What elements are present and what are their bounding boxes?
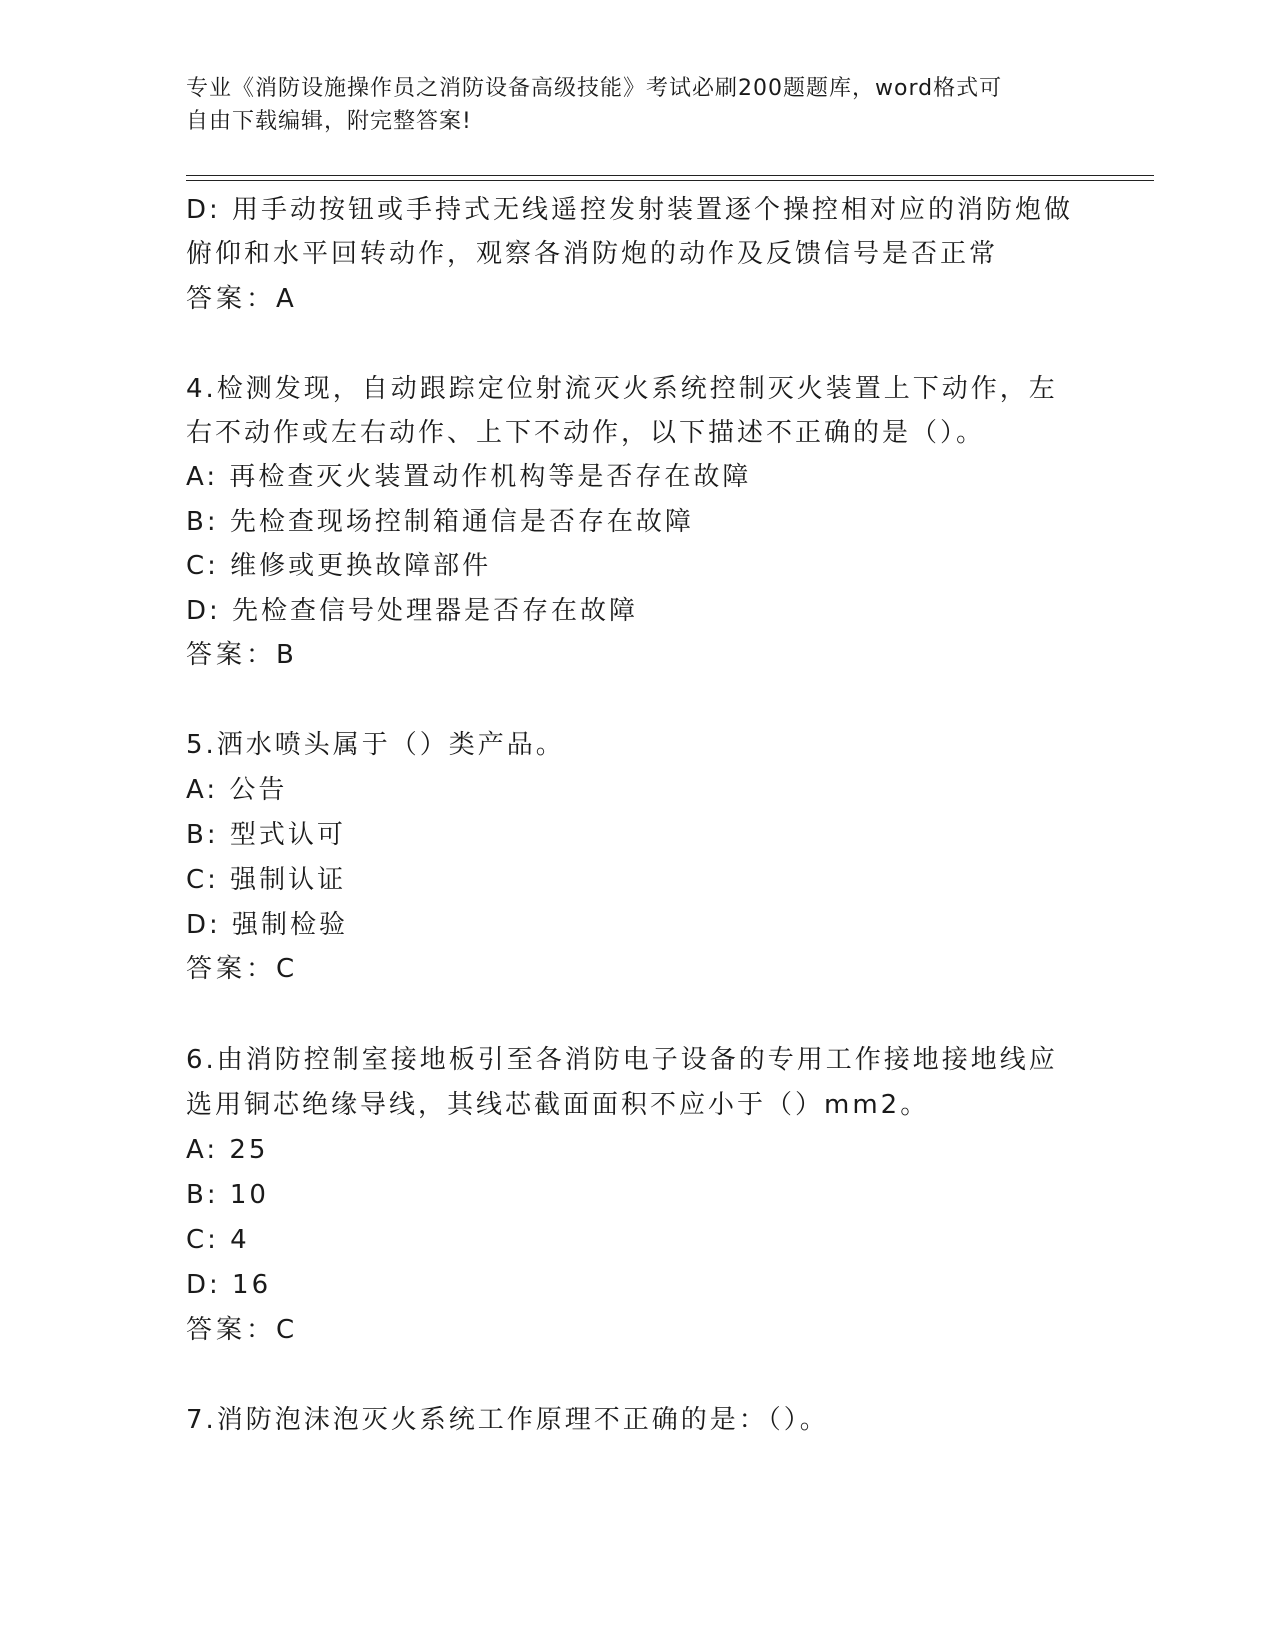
q4-answer — [186, 638, 294, 672]
q6-option-d: D: 16 — [186, 1270, 272, 1300]
document-header — [186, 72, 1086, 138]
header-divider-top — [186, 175, 1154, 176]
q5-stem-line-1: 5.洒水喷头属于（）类产品。 — [186, 730, 565, 760]
q3-option-d-line-2: 俯仰和水平回转动作，观察各消防炮的动作及反馈信号是否正常 — [186, 239, 999, 269]
q3-option-d-line-1: D: 用手动按钮或手持式无线遥控发射装置逐个操控相对应的消防炮做 — [186, 195, 1074, 225]
q4-option-c: C: 维修或更换故障部件 — [186, 551, 492, 581]
q6-stem-line-1: 6.由消防控制室接地板引至各消防电子设备的专用工作接地接地线应 — [186, 1045, 1058, 1075]
q5-option-d: D: 强制检验 — [186, 910, 349, 940]
q6-option-b: B: 10 — [186, 1180, 269, 1210]
q5-answer-label: 答案： — [186, 954, 277, 984]
q6-answer-value: C — [276, 1315, 295, 1345]
q4-option-b: B: 先检查现场控制箱通信是否存在故障 — [186, 507, 694, 537]
q6-answer — [186, 1313, 294, 1347]
q7-stem-line-1: 7.消防泡沫泡灭火系统工作原理不正确的是：（）。 — [186, 1405, 829, 1435]
q6-answer-label: 答案： — [186, 1315, 277, 1345]
q5-option-a: A: 公告 — [186, 775, 288, 805]
q4-stem-line-2: 右不动作或左右动作、上下不动作，以下描述不正确的是（）。 — [186, 418, 986, 448]
q6-option-c: C: 4 — [186, 1225, 250, 1255]
q3-answer-value: A — [276, 284, 294, 314]
q6-stem-line-2: 选用铜芯绝缘导线，其线芯截面面积不应小于（）mm2。 — [186, 1090, 930, 1120]
q4-stem-line-1: 4.检测发现，自动跟踪定位射流灭火系统控制灭火装置上下动作，左 — [186, 374, 1058, 404]
q3-answer-label: 答案： — [186, 284, 277, 314]
q5-answer — [186, 952, 294, 986]
q4-answer-value: B — [276, 640, 294, 670]
q6-option-a: A: 25 — [186, 1135, 269, 1165]
q5-answer-value: C — [276, 954, 295, 984]
header-line-2: 自由下载编辑，附完整答案! — [186, 109, 472, 134]
q4-option-a: A: 再检查灭火装置动作机构等是否存在故障 — [186, 462, 752, 492]
q5-option-b: B: 型式认可 — [186, 820, 346, 850]
q4-option-d: D: 先检查信号处理器是否存在故障 — [186, 596, 639, 626]
header-line-1: 专业《消防设施操作员之消防设备高级技能》考试必刷200题题库，word格式可 — [186, 76, 1003, 101]
q4-answer-label: 答案： — [186, 640, 277, 670]
q3-answer — [186, 282, 294, 316]
header-divider-bottom — [186, 180, 1154, 181]
q5-option-c: C: 强制认证 — [186, 865, 347, 895]
